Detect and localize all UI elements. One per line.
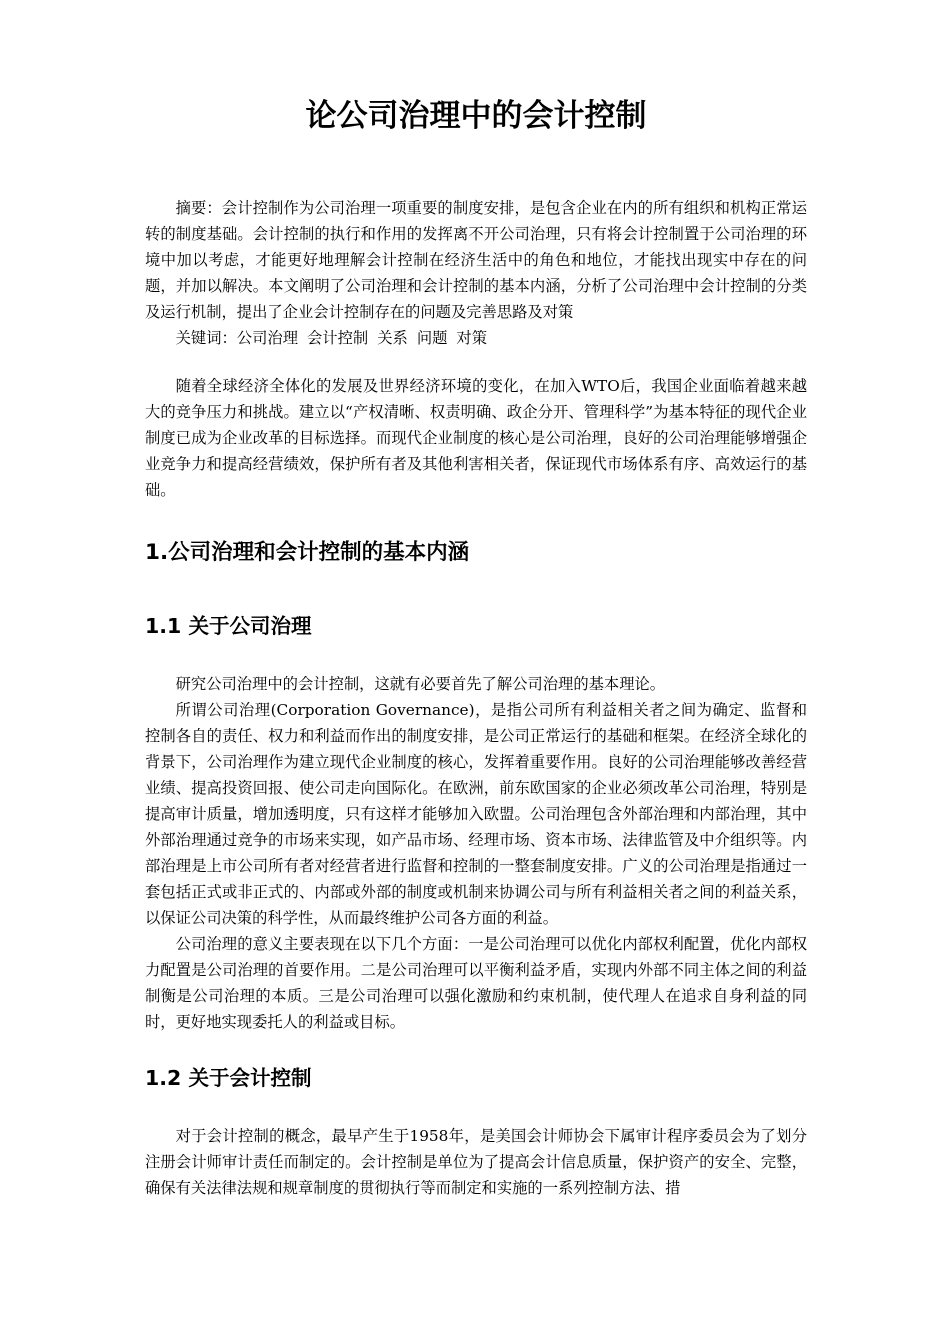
section-1-2-body (145, 1123, 807, 1201)
body-paragraph: 所谓公司治理(Corporation Governance)，是指公司所有利益相关者之间为确定、监督和控制各自的责任、权力和利益而作出的制度安排，是公司正常运行的基础和框架。在经济全球化的背景下，公司治理作为建立现代企业制度的核心，发挥着重要作用。良好的公司治理能够改善经营业绩、提高投资回报、使公司走向国际化。在欧洲，前东欧国家的企业必须改革公司治理，特别是提高审计质量，增加透明度，只有这样才能够加入欧盟。公司治理包含外部治理和内部治理，其中外部治理通过竞争的市场来实现，如产品市场、经理市场、资本市场、法律监管及中介组织等。内部治理是上市公司所有者对经营者进行监督和控制的一整套制度安排。广义的公司治理是指通过一套包括正式或非正式的、内部或外部的制度或机制来协调公司与所有利益相关者之间的利益关系，以保证公司决策的科学性，从而最终维护公司各方面的利益。 (145, 701, 807, 927)
body-paragraph: 研究公司治理中的会计控制，这就有必要首先了解公司治理的基本理论。 (175, 675, 666, 693)
document-title: 论公司治理中的会计控制 (305, 98, 647, 134)
section-1-1-body (145, 671, 807, 1035)
keywords-label: 关键词： (175, 329, 237, 347)
section-1-2-heading: 1.2 关于会计控制 (145, 1066, 312, 1090)
keyword-item: 对策 (456, 329, 488, 347)
keyword-item: 会计控制 (307, 329, 369, 347)
section-1-1-heading: 1.1 关于公司治理 (145, 614, 312, 638)
keyword-item: 问题 (416, 329, 448, 347)
keyword-item: 公司治理 (236, 329, 298, 347)
body-paragraph: 对于会计控制的概念，最早产生于1958年，是美国会计师协会下属审计程序委员会为了划分注册会计师审计责任而制定的。会计控制是单位为了提高会计信息质量，保护资产的安全、完整，确保有关法律法规和规章制度的贯彻执行等而制定和实施的一系列控制方法、措 (145, 1127, 807, 1197)
abstract-paragraph: 摘要：会计控制作为公司治理一项重要的制度安排，是包含企业在内的所有组织和机构正常运转的制度基础。会计控制的执行和作用的发挥离不开公司治理，只有将会计控制置于公司治理的环境中加以考虑，才能更好地理解会计控制在经济生活中的角色和地位，才能找出现实中存在的问题，并加以解决。本文阐明了公司治理和会计控制的基本内涵，分析了公司治理中会计控制的分类及运行机制，提出了企业会计控制存在的问题及完善思路及对策 (145, 199, 807, 321)
keyword-item: 关系 (377, 329, 408, 347)
abstract-block (145, 195, 807, 351)
section-1-heading: 1.公司治理和会计控制的基本内涵 (145, 540, 470, 565)
keywords-line (145, 325, 807, 351)
body-paragraph: 公司治理的意义主要表现在以下几个方面：一是公司治理可以优化内部权利配置，优化内部权力配置是公司治理的首要作用。二是公司治理可以平衡利益矛盾，实现内外部不同主体之间的利益制衡是公司治理的本质。三是公司治理可以强化激励和约束机制，使代理人在追求自身利益的同时，更好地实现委托人的利益或目标。 (145, 935, 807, 1031)
document-page (145, 0, 807, 1201)
intro-paragraph: 随着全球经济全体化的发展及世界经济环境的变化，在加入WTO后，我国企业面临着越来越大的竞争压力和挑战。建立以“产权清晰、权责明确、政企分开、管理科学”为基本特征的现代企业制度已成为企业改革的目标选择。而现代企业制度的核心是公司治理，良好的公司治理能够增强企业竞争力和提高经营绩效，保护所有者及其他利害相关者，保证现代市场体系有序、高效运行的基础。 (145, 377, 807, 499)
